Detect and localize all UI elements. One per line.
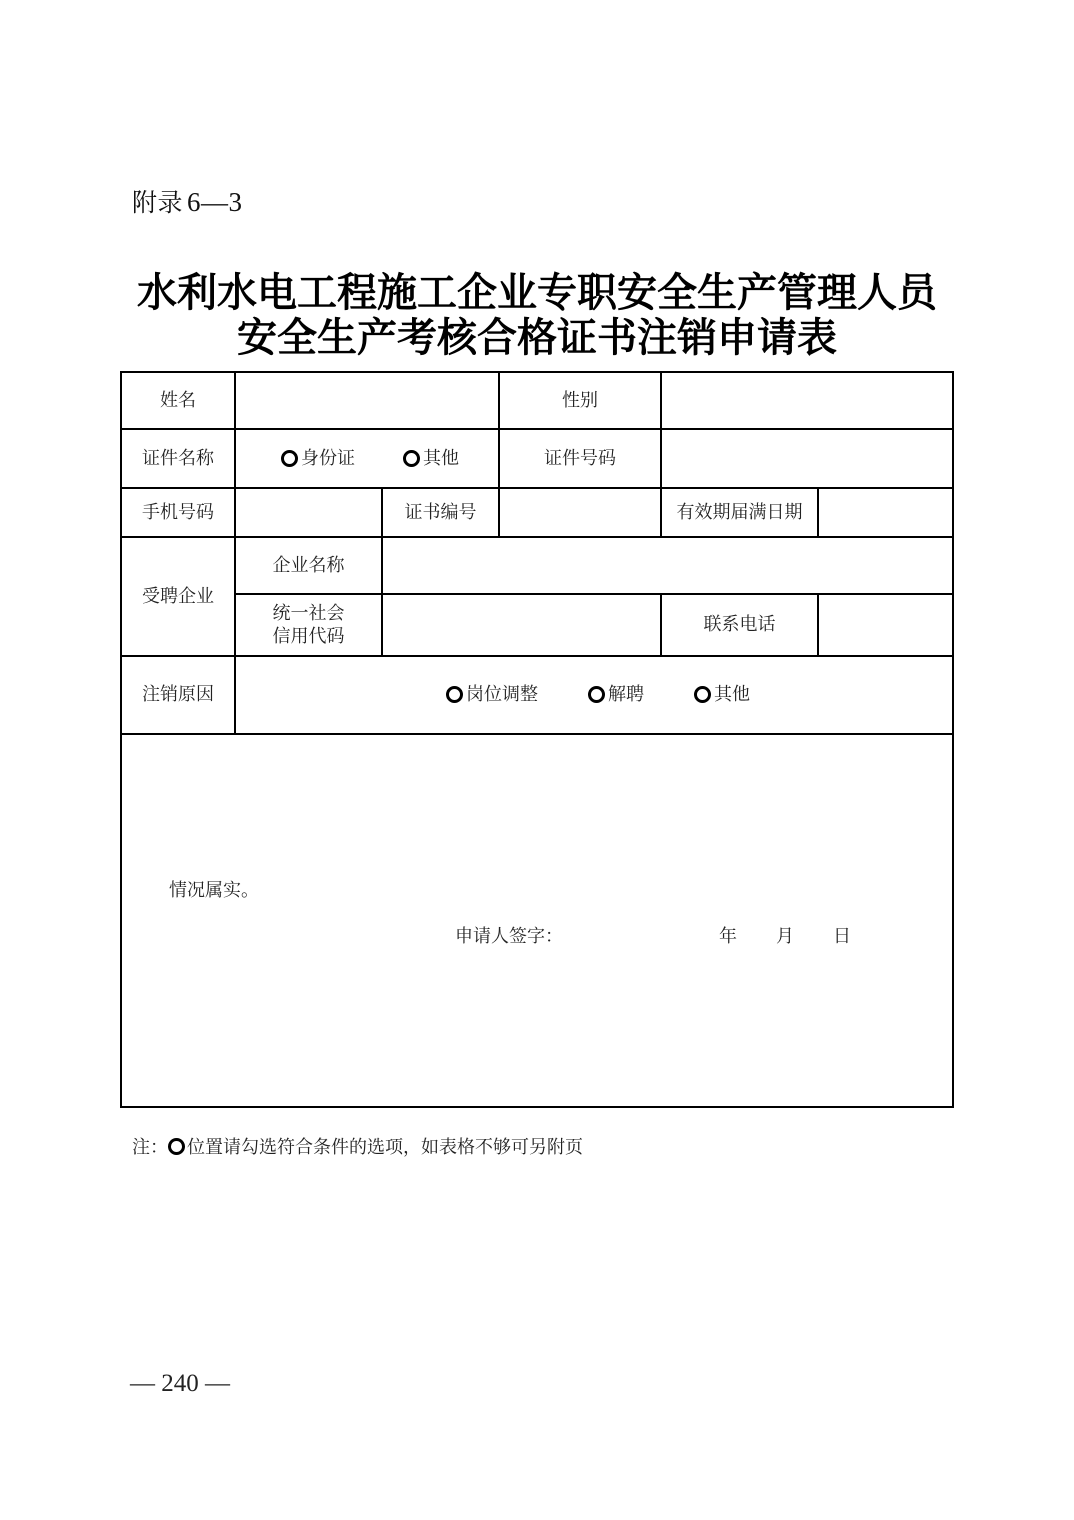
radio-icon[interactable] <box>694 686 711 703</box>
phone-label: 手机号码 <box>142 501 214 523</box>
contact-phone-field[interactable] <box>819 595 954 655</box>
appendix-number: 6—3 <box>187 187 243 217</box>
credit-code-label-line2: 信用代码 <box>272 626 345 647</box>
date-day: 日 <box>833 926 851 947</box>
date-month: 月 <box>776 926 794 947</box>
radio-icon[interactable] <box>446 686 463 703</box>
statement-text: 情况属实。 <box>169 880 259 901</box>
expiry-label: 有效期届满日期 <box>676 501 803 523</box>
cert-number-field[interactable] <box>500 489 660 536</box>
credit-code-label-line1: 统一社会 <box>272 602 345 624</box>
reason-option-other[interactable]: 其他 <box>694 683 750 706</box>
signature-field[interactable] <box>559 914 709 944</box>
reason-option-dismissal[interactable]: 解聘 <box>588 683 644 706</box>
application-form-table <box>120 371 954 1108</box>
cancel-reason-label: 注销原因 <box>142 684 214 706</box>
footnote <box>132 1133 583 1159</box>
id-type-option-idcard[interactable]: 身份证 <box>281 447 355 470</box>
note-prefix: 注： <box>132 1137 168 1158</box>
name-label: 姓名 <box>160 389 196 411</box>
form-title-line1: 水利水电工程施工企业专职安全生产管理人员 <box>137 270 937 316</box>
gender-label: 性别 <box>562 389 598 411</box>
radio-icon[interactable] <box>403 450 420 467</box>
signature-label: 申请人签字： <box>455 926 563 947</box>
company-name-field[interactable] <box>383 538 954 593</box>
credit-code-field[interactable] <box>383 595 660 655</box>
reason-option-reassign[interactable]: 岗位调整 <box>446 683 538 706</box>
credit-code-label <box>236 595 381 655</box>
radio-icon[interactable] <box>281 450 298 467</box>
employer-label: 受聘企业 <box>142 585 214 607</box>
expiry-field[interactable] <box>819 489 954 536</box>
name-field[interactable] <box>236 373 498 428</box>
id-number-label: 证件号码 <box>544 447 616 469</box>
id-type-label: 证件名称 <box>142 447 214 469</box>
page-number: — 240 — <box>130 1370 230 1397</box>
note-text: 位置请勾选符合条件的选项，如表格不够可另附页 <box>187 1137 583 1158</box>
id-number-field[interactable] <box>662 430 954 487</box>
appendix-label <box>132 183 243 219</box>
company-name-label: 企业名称 <box>272 554 345 576</box>
gender-field[interactable] <box>662 373 954 428</box>
cancel-reason-options <box>236 657 954 733</box>
date-year: 年 <box>719 926 737 947</box>
contact-phone-label: 联系电话 <box>703 614 776 636</box>
id-type-option-other[interactable]: 其他 <box>403 447 459 470</box>
cert-number-label: 证书编号 <box>404 501 477 523</box>
row-divider <box>122 733 954 735</box>
id-type-options <box>236 430 498 487</box>
radio-icon <box>168 1138 185 1155</box>
form-title-line2: 安全生产考核合格证书注销申请表 <box>237 315 837 361</box>
radio-icon[interactable] <box>588 686 605 703</box>
appendix-prefix: 附录 <box>132 188 184 217</box>
phone-field[interactable] <box>236 489 381 536</box>
